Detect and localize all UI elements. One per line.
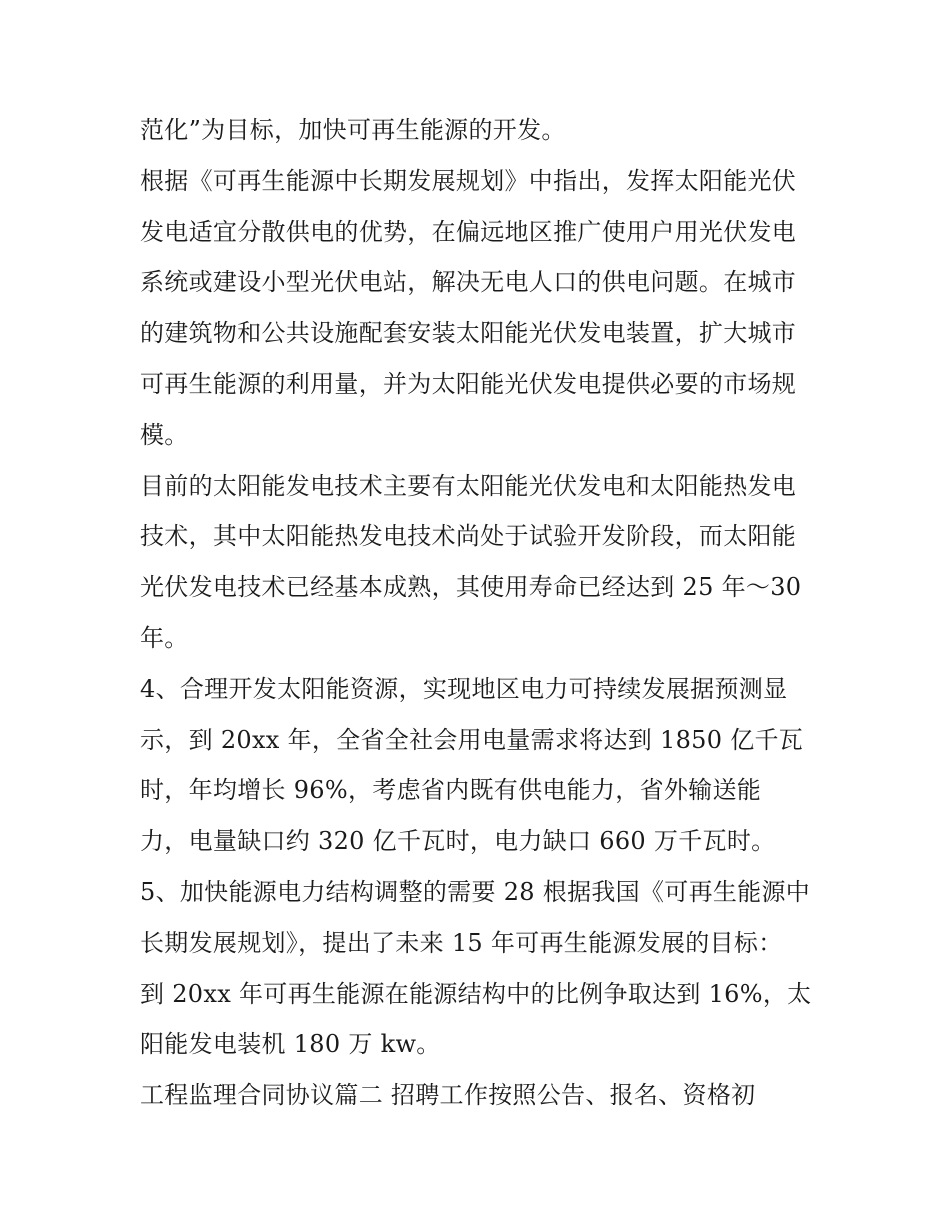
text-line: 光伏发电技术已经基本成熟，其使用寿命已经达到 25 年～30 [140,573,802,602]
text-line: 时，年均增长 96%，考虑省内既有供电能力，省外输送能 [140,776,762,805]
text-line: 可再生能源的利用量，并为太阳能光伏发电提供必要的市场规 [140,369,797,398]
text-line: 发电适宜分散供电的优势，在偏远地区推广使用户用光伏发电 [140,217,797,246]
text-line: 力，电量缺口约 320 亿千瓦时，电力缺口 660 万千瓦时。 [140,827,776,856]
text-line: 示，到 20xx 年，全省全社会用电量需求将达到 1850 亿千瓦 [140,725,804,754]
text-line: 技术，其中太阳能热发电技术尚处于试验开发阶段，而太阳能 [140,522,797,551]
text-line: 系统或建设小型光伏电站，解决无电人口的供电问题。在城市 [140,268,797,297]
text-line: 工程监理合同协议篇二 招聘工作按照公告、报名、资格初 [140,1081,756,1110]
text-line: 到 20xx 年可再生能源在能源结构中的比例争取达到 16%，太 [140,979,812,1008]
text-line: 阳能发电装机 180 万 kw。 [140,1030,441,1059]
text-line: 范化”为目标，加快可再生能源的开发。 [140,116,566,144]
text-line: 年。 [140,623,189,652]
text-line: 长期发展规划》，提出了未来 15 年可再生能源发展的目标： [140,928,783,957]
text-line: 模。 [140,420,189,449]
body-text [140,105,830,1121]
text-line: 根据《可再生能源中长期发展规划》中指出，发挥太阳能光伏 [140,166,797,195]
text-line: 5、加快能源电力结构调整的需要 28 根据我国《可再生能源中 [140,877,811,906]
text-line: 目前的太阳能发电技术主要有太阳能光伏发电和太阳能热发电 [140,471,797,500]
text-line: 4、合理开发太阳能资源，实现地区电力可持续发展据预测显 [140,674,788,703]
text-line: 的建筑物和公共设施配套安装太阳能光伏发电装置，扩大城市 [140,319,797,348]
